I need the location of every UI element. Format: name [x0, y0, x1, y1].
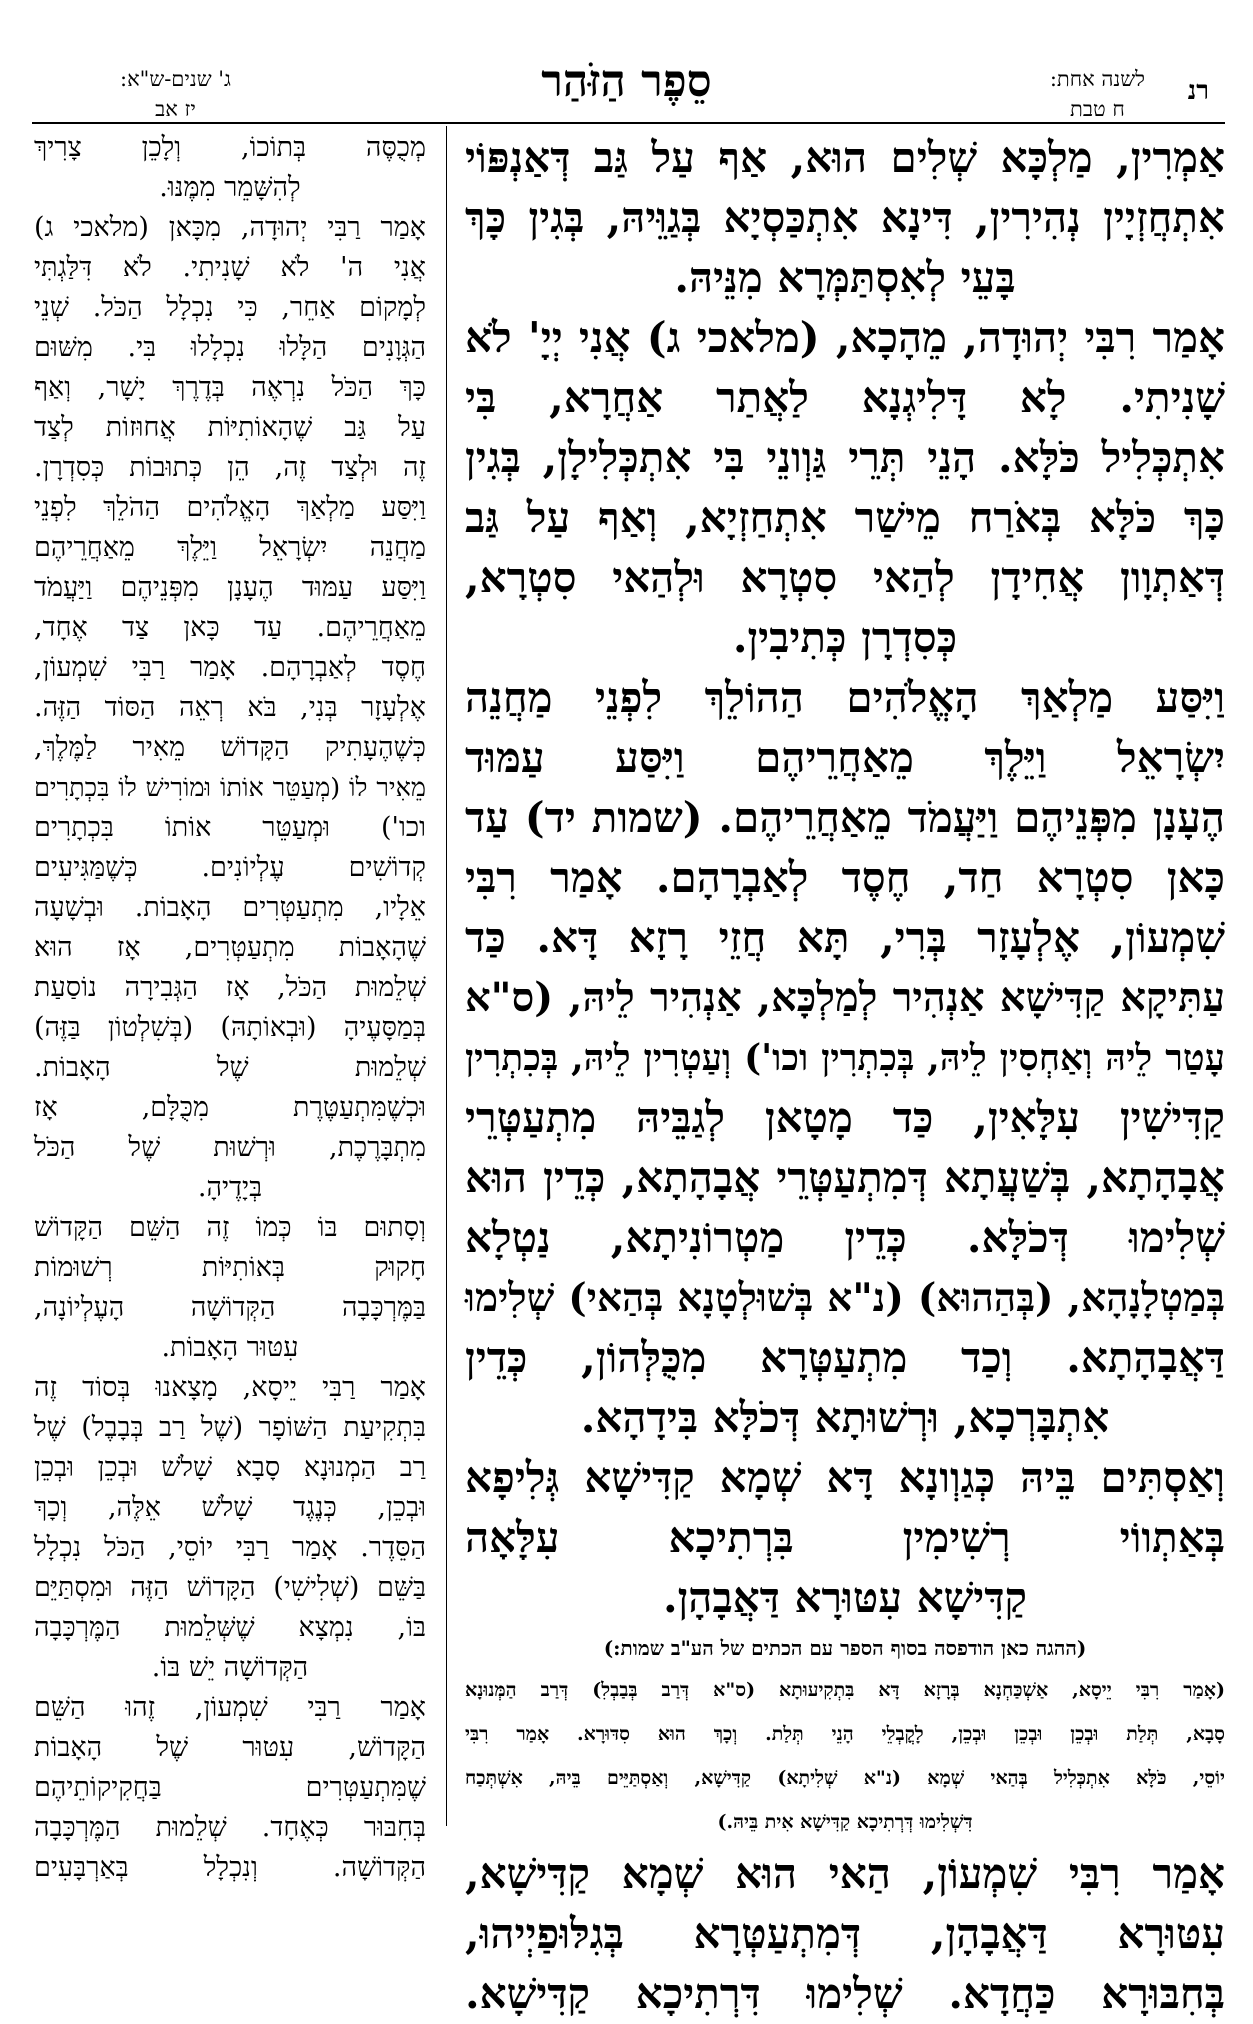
side-line: אָמַר רַבִּי שִׁמְעוֹן, זֶהוּ הַשֵּׁם [34, 1692, 426, 1723]
side-line: מַחֲנֵה יִשְׂרָאֵל וַיֵּלֶךְ מֵאַחֲרֵיהֶם [34, 532, 426, 563]
translation-column [34, 128, 426, 1888]
page-header [30, 56, 1223, 121]
side-line: חָקוּק בְּאוֹתִיּוֹת רְשׁוּמוֹת [34, 1252, 426, 1283]
main-line: וְאַסְתִּים בֵּיהּ כְּגַוְונָא דָּא שְׁמָא קַדִּישָׁא גְּלִיפָא [465, 1453, 1225, 1502]
closing-line: עִטּוּרָא דַּאֲבָהָן, דְּמִתְעַטְּרָא בְּגִלּוּפַיְיהוּ, [465, 1909, 1225, 1958]
side-line: מִתְבָּרֶכֶת, וּרְשׁוּת שֶׁל הַכֹּל [34, 1132, 426, 1163]
main-line: אִתְחֲזְיָין נְהִירִין, דִּינָא אִתְכַּסְיָא בְּגַוֵּיהּ, בְּגִין כָּךְ [465, 193, 1225, 242]
header-rule [32, 122, 1225, 124]
side-line: הַסֵּדֶר. אָמַר רַבִּי יוֹסֵי, הַכֹּל נִכְלָל [34, 1532, 426, 1563]
side-line: שְׁלֵמוּת הַכֹּל, אָז הַגְּבִירָה נוֹסַעַת [34, 972, 426, 1003]
side-line: בַּמֶּרְכָּבָה הַקְּדוֹשָׁה הָעֶלְיוֹנָה, [34, 1292, 426, 1323]
side-line: וַיִּסַּע מַלְאַךְ הָאֱלֹהִים הַהֹלֵךְ לִפְנֵי [34, 492, 426, 523]
main-line: אִתְכְּלִיל כֹּלָּא. הָנֵי תְּרֵי גַּוְונֵי בִּי אִתְכְּלִילָן, בְּגִין [465, 433, 1225, 482]
side-line: לְמָקוֹם אַחֵר, כִּי נִכְלָל הַכֹּל. שְׁנֵי [34, 292, 426, 323]
note-line: יוֹסֵי, כֹּלָּא אִתְכְּלִיל בְּהַאי שְׁמָא (נ"א שְׁלִיתָא) קַדִּישָׁא, וְאַסְתַּיֵּים בֵּיהּ, אִשְׁתְּכַח [465, 1767, 1225, 1789]
schedule-one-year-date: ח טבת [1070, 97, 1125, 121]
closing-line: בְּחִבּוּרָא כַּחֲדָא. שְׁלִימוּ דִּרְתִיכָא קַדִּישָׁא. [465, 1969, 1225, 2018]
main-line: בְּמַטְלָנָהָא, (בְּהַהוּא) (נ"א בְּשׁוּלְטָנָא בְּהַאי) שְׁלִימוּ [465, 1275, 1225, 1321]
side-line: מְכֻסֶּה בְּתוֹכוֹ, וְלָכֵן צָרִיךְ [34, 132, 426, 163]
main-line: אָמַר רִבִּי יְהוּדָה, מֵהָכָא, (מלאכי ג) אֲנִי יְיָ' לֹא [465, 313, 1225, 362]
main-column [465, 128, 1225, 2024]
side-line: אָמַר רַבִּי יְהוּדָה, מִכָּאן (מלאכי ג) [34, 212, 426, 243]
side-line: עִטּוּר הָאָבוֹת. [161, 1332, 299, 1363]
side-line: וְסָתוּם בּוֹ כְּמוֹ זֶה הַשֵּׁם הַקָּדוֹשׁ [34, 1212, 426, 1243]
side-line: בְּמַסָּעֶיהָ (וּבְאוֹתָהּ) (בְּשִׁלְטוֹן בַּזֶּה) [34, 1012, 426, 1043]
main-line: דְּאַתְוָון אֲחִידָן לְהַאי סִטְרָא וּלְהַאי סִטְרָא, [465, 553, 1225, 602]
main-line: עָטַר לֵיהּ וְאַחְסִין לֵיהּ, בְּכִתְרִין וכו') וְעַטְרִין לֵיהּ, בְּכִתְרִין [465, 1037, 1225, 1079]
side-line: אֶלְעָזָר בְּנִי, בֹּא רְאֵה הַסּוֹד הַזֶּה. [34, 692, 426, 723]
main-line: קַדִּישִׁין עִלָּאִין, כַּד מָטָאן לְגַבֵּיהּ מִתְעַטְּרֵי [465, 1093, 1225, 1142]
side-line: וּכְשֶׁמִּתְעַטֶּרֶת מִכֻּלָּם, אָז [34, 1092, 426, 1123]
side-line: בַּשֵּׁם (שְׁלִישִׁי) הַקָּדוֹשׁ הַזֶּה וּמִסְתַּיֵּם [34, 1572, 426, 1603]
side-line: כְּשֶׁהֶעָתִיק הַקָּדוֹשׁ מֵאִיר לַמֶּלֶךְ, [34, 732, 426, 763]
main-line: שִׁמְעוֹן, אֶלְעָזָר בְּרִי, תָּא חֲזֵי רָזָא דָּא. כַּד [465, 913, 1225, 962]
side-line: אָמַר רַבִּי יֵיסָא, מָצָאנוּ בְּסוֹד זֶה [34, 1372, 426, 1403]
main-line: כָּאן סִטְרָא חַד, חֶסֶד לְאַבְרָהָם. אָמַר רִבִּי [465, 853, 1225, 902]
schedule-three-years [120, 64, 231, 124]
main-line: דַּאֲבָהָתָא. וְכַד מִתְעַטְּרָא מִכֻּלְּהוֹן, כְּדֵין [465, 1333, 1225, 1382]
main-line: בְּאַתְווֹי רְשִׁימִין בִּרְתִיכָא עִלָּאָה [465, 1513, 1225, 1562]
side-line: וּבְכֵן, כְּנֶגֶד שָׁלֹשׁ אֵלֶּה, וְכָךְ [34, 1492, 426, 1523]
note-line: סָבָא, תְּלַת וּבְכֵן וּבְכֵן וּבְכֵן, לָקֳבְלֵי הָנֵי תְּלַת. וְכָךְ הוּא סִדּוּרָא. אָמַר רִבִּי [465, 1723, 1225, 1745]
main-line: שָׁנִיתִי. לָא דָּלִיגְנָא לַאֲתַר אַחֲרָא, בִּי [465, 373, 1225, 422]
side-line: בְּחִבּוּר כְּאֶחָד. שְׁלֵמוּת הַמֶּרְכָּבָה [34, 1812, 426, 1843]
main-line: בָּעֵי לְאִסְתַּמְּרָא מִנֵּיהּ. [674, 253, 1016, 302]
column-divider [446, 126, 447, 1826]
book-title: סֵפֶר הַזֹּהַר [541, 56, 712, 107]
page-number: רנ [1187, 76, 1209, 106]
main-line: כָּךְ כֹּלָּא בְּאֹרַח מֵישַׁר אִתְחַזְיָא, וְאַף עַל גַּב [465, 493, 1225, 542]
side-line: עַל גַּב שֶׁהָאוֹתִיּוֹת אֲחוּזוֹת לְצַד [34, 412, 426, 443]
note-line: דִּשְׁלִימוּ דְּרְתִיכָא קַדִּישָׁא אִית בֵּיהּ.) [717, 1811, 973, 1833]
side-line: רַב הַמְנוּנָא סָבָא שָׁלֹשׁ וּבְכֵן וּבְכֵן [34, 1452, 426, 1483]
closing-line: אָמַר רִבִּי שִׁמְעוֹן, הַאי הוּא שְׁמָא קַדִּישָׁא, [465, 1849, 1225, 1898]
side-line: בּוֹ, נִמְצָא שֶׁשְּׁלֵמוּת הַמֶּרְכָּבָה [34, 1612, 426, 1643]
main-line: וַיִּסַּע מַלְאַךְ הָאֱלֹהִים הַהוֹלֵךְ לִפְנֵי מַחֲנֵה [465, 673, 1225, 722]
side-line: אֵלָיו, מִתְעַטְּרִים הָאָבוֹת. וּבְשָׁעָה [34, 892, 426, 923]
side-line: וַיִּסַּע עַמּוּד הֶעָנָן מִפְּנֵיהֶם וַיַּעֲמֹד [34, 572, 426, 603]
side-line: אֲנִי ה' לֹא שָׁנִיתִי. לֹא דִּלַּגְתִּי [34, 252, 426, 283]
side-line: הַגְּוָנִים הַלָּלוּ נִכְלָלוּ בִּי. מִשּׁוּם [34, 332, 426, 363]
side-line: שֶׁמִּתְעַטְּרִים בַּחֲקִיקוֹתֵיהֶם [34, 1772, 426, 1803]
main-line: שְׁלִימוּ דְּכֹלָּא. כְּדֵין מַטְרוֹנִיתָא, נַטְלָא [465, 1213, 1225, 1262]
gloss-note [465, 1668, 1225, 1844]
schedule-one-year [1050, 64, 1145, 124]
main-line: עַתִּיקָא קַדִּישָׁא אַנְהִיר לְמַלְכָּא, אַנְהִיר לֵיהּ, (ס"א [465, 974, 1225, 1021]
schedule-three-years-label: ג' שנים-ש"א: [120, 67, 231, 91]
main-line: כְּסִדְרָן כְּתִיבִין. [732, 613, 958, 662]
main-line: קַדִּישָׁא עִטּוּרָא דַּאֲבָהָן. [662, 1573, 1027, 1622]
main-line: אַמְרִין, מַלְכָּא שְׁלִים הוּא, אַף עַל גַּב דְּאַנְפּוֹי [465, 133, 1225, 182]
side-line: זֶה וּלְצַד זֶה, הֵן כְּתוּבוֹת כְּסִדְרָן. [34, 452, 426, 483]
side-line: לְהִשָּׁמֵר מִמֶּנּוּ. [159, 172, 301, 203]
side-line: מֵאִיר לוֹ (מְעַטֵּר אוֹתוֹ וּמוֹרִישׁ לוֹ בִּכְתָרִים [34, 773, 426, 803]
note-line: (אָמַר רִבִּי יֵיסָא, אַשְׁכַּחְנָא בְּרָזָא דָּא בִּתְקִיעוּתָא (ס"א דְּרַב בְּבַבְלִ) דְּרַב הַמְּנוּנָא [465, 1679, 1225, 1701]
side-line: שֶׁהָאָבוֹת מִתְעַטְּרִים, אָז הוּא [34, 932, 426, 963]
schedule-three-years-date: יז אב [155, 97, 196, 121]
main-line: אִתְבָּרְכָא, וּרְשׁוּתָא דְּכֹלָּא בִּידָהָא. [580, 1393, 1110, 1442]
side-line: חֶסֶד לְאַבְרָהָם. אָמַר רַבִּי שִׁמְעוֹן, [34, 652, 426, 683]
schedule-one-year-label: לשנה אחת: [1049, 67, 1145, 91]
side-line: הַקְּדוֹשָׁה. וְנִכְלָל בְּאַרְבָּעִים [34, 1852, 426, 1883]
side-line: שְׁלֵמוּת שֶׁל הָאָבוֹת. [34, 1052, 426, 1083]
main-line: אֲבָהָתָא, בְּשַׁעֲתָא דְּמִתְעַטְּרֵי אֲבָהָתָא, כְּדֵין הוּא [465, 1153, 1225, 1202]
main-line: יִשְׂרָאֵל וַיֵּלֶךְ מֵאַחֲרֵיהֶם וַיִּסַּע עַמּוּד [465, 733, 1225, 782]
side-line: הַקָּדוֹשׁ, עִטּוּר שֶׁל הָאָבוֹת [34, 1732, 426, 1763]
side-line: וכו') וּמְעַטֵּר אוֹתוֹ בִּכְתָרִים [34, 812, 426, 843]
note-heading: (ההגה כאן הודפסה בסוף הספר עם הכתים של הע"ב שמות:) [603, 1636, 1087, 1660]
side-line: קְדוֹשִׁים עֶלְיוֹנִים. כְּשֶׁמַּגִּיעִים [34, 852, 426, 883]
side-line: בְּיָדֶיהָ. [197, 1172, 263, 1203]
side-line: הַקְּדוֹשָׁה יֵשׁ בּוֹ. [151, 1652, 309, 1683]
side-line: כָּךְ הַכֹּל נִרְאֶה בְּדֶרֶךְ יָשָׁר, וְאַף [34, 372, 426, 403]
side-line: מֵאַחֲרֵיהֶם. עַד כָּאן צַד אֶחָד, [34, 612, 426, 643]
main-line: הֶעָנָן מִפְּנֵיהֶם וַיַּעֲמֹד מֵאַחֲרֵיהֶם. (שמות יד) עַד [465, 793, 1225, 842]
side-line: בִּתְקִיעַת הַשּׁוֹפָר (שֶׁל רַב בְּבָבֶל) שֶׁל [34, 1412, 426, 1443]
